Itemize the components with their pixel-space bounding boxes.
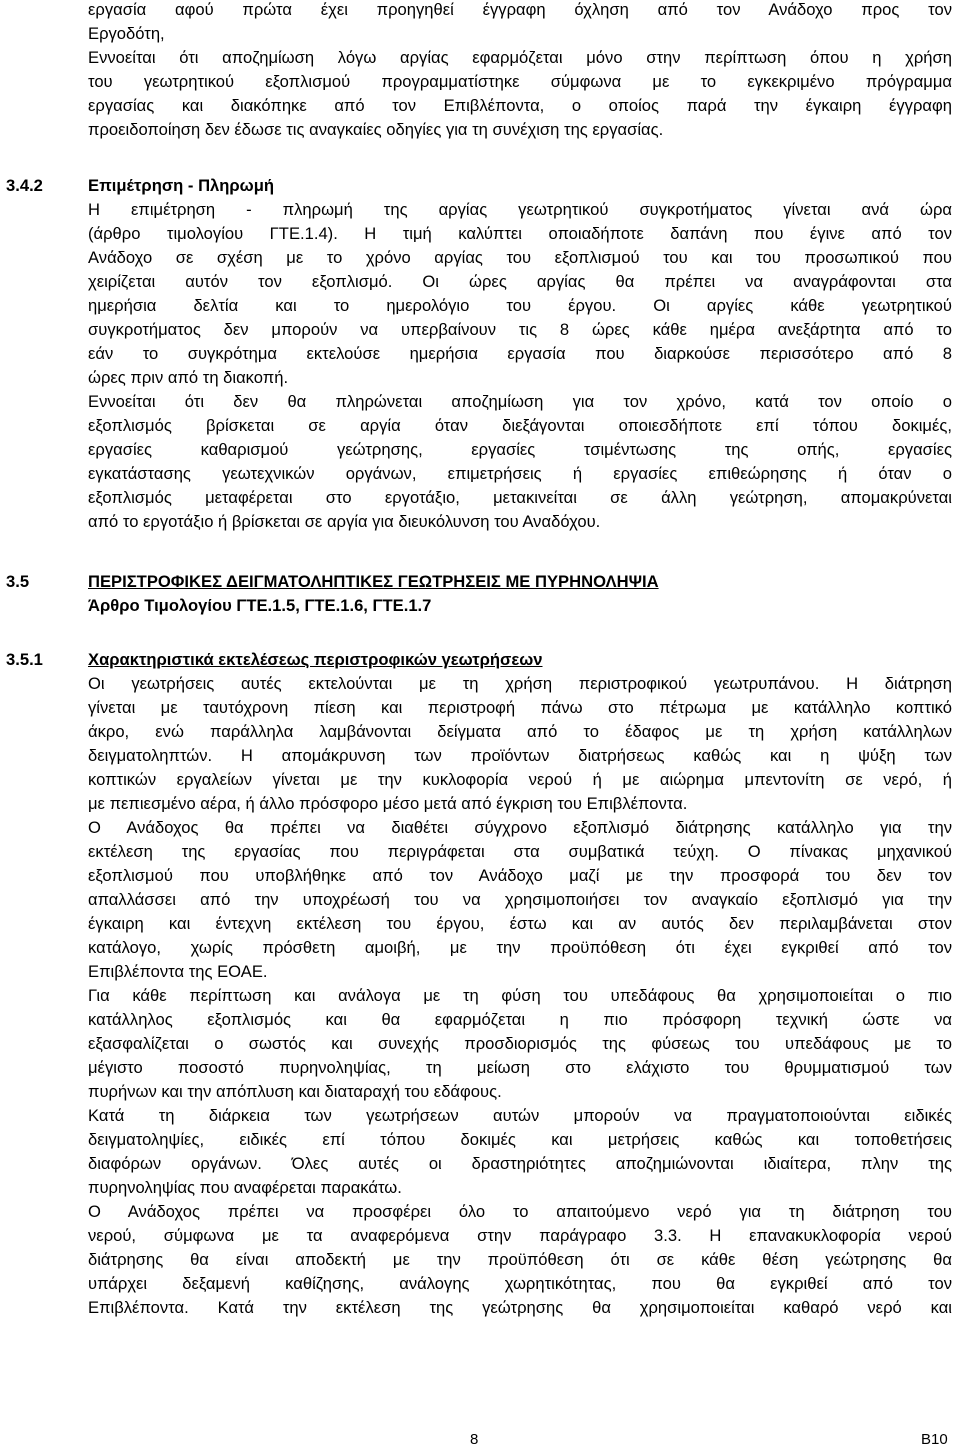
paragraph-line: υπάρχει δεξαμενή καθίζησης, ανάλογης χωρητικότητας, που θα εγκριθεί από τον	[88, 1274, 952, 1293]
section-subtitle-3-5: Άρθρο Τιμολογίου ΓΤΕ.1.5, ΓΤΕ.1.6, ΓΤΕ.1.7	[88, 596, 432, 615]
paragraph-line: ημερήσια δελτία και το ημερολόγιο του έργου. Οι αργίες κάθε γεωτρητικού	[88, 296, 952, 315]
section-number-3-5-1: 3.5.1	[6, 650, 43, 669]
paragraph-line: εργασίες καθαρισμού γεώτρησης, εργασίες τσιμέντωσης της οπής, εργασίες	[88, 440, 952, 459]
section-number-3-4-2: 3.4.2	[6, 176, 43, 195]
section-title-text: Χαρακτηριστικά εκτελέσεως περιστροφικών γεωτρήσεων	[88, 650, 543, 669]
paragraph-line: εξοπλισμός μεταφέρεται στο εργοτάξιο, μετακινείται σε άλλη γεώτρηση, απομακρύνεται	[88, 488, 952, 507]
paragraph-line: εξοπλισμού που υποβλήθηκε από τον Ανάδοχο μαζί με την προσφορά του δεν τον	[88, 866, 952, 885]
paragraph-line: Η επιμέτρηση - πληρωμή της αργίας γεωτρητικού συγκροτήματος γίνεται ανά ώρα	[88, 200, 952, 219]
paragraph-line: εάν το συγκρότημα εκτελούσε ημερήσια εργασία που διαρκούσε περισσότερο από 8	[88, 344, 952, 363]
section-title-3-5-1	[88, 648, 952, 672]
paragraph-line: με πεπιεσμένο αέρα, ή άλλο πρόσφορο μέσο μετά από έγκριση του Επιβλέποντα.	[88, 794, 688, 813]
paragraph-line: Εργοδότη,	[88, 24, 165, 43]
paragraph-line: κατάλογο, χωρίς πρόσθετη αμοιβή, με την προϋπόθεση ότι έχει εγκριθεί από τον	[88, 938, 952, 957]
paragraph-line: προειδοποίηση δεν έδωσε τις αναγκαίες οδηγίες για τη συνέχιση της εργασίας.	[88, 120, 664, 139]
paragraph-line: άκρο, ενώ παράλληλα λαμβάνονται δείγματα από το έδαφος με τη χρήση κατάλληλων	[88, 722, 952, 741]
paragraph-line: χειρίζεται αυτόν τον εξοπλισμό. Οι ώρες αργίας θα πρέπει να αναγράφονται στα	[88, 272, 952, 291]
section-title-3-5	[88, 570, 952, 594]
paragraph-line: ώρες πριν από τη διακοπή.	[88, 368, 289, 387]
paragraph-line: έγκαιρη και έντεχνη εκτέλεση του έργου, έστω και αν αυτός δεν περιλαμβάνεται στον	[88, 914, 952, 933]
paragraph-line: κατάλληλος εξοπλισμός και θα εφαρμόζεται η πιο πρόσφορη τεχνική ώστε να	[88, 1010, 952, 1029]
paragraph-line: από το εργοτάξιο ή βρίσκεται σε αργία για διευκόλυνση του Αναδόχου.	[88, 512, 601, 531]
paragraph-line: πυρηνοληψίας που αναφέρεται παρακάτω.	[88, 1178, 402, 1197]
paragraph-line: Ο Ανάδοχος θα πρέπει να διαθέτει σύγχρονο εξοπλισμό διάτρησης κατάλληλο για την	[88, 818, 952, 837]
paragraph-line: Ο Ανάδοχος πρέπει να προσφέρει όλο το απαιτούμενο νερό για τη διάτρηση του	[88, 1202, 952, 1221]
paragraph-line: εξοπλισμός βρίσκεται σε αργία όταν διεξάγονται οποιεσδήποτε επί τόπου δοκιμές,	[88, 416, 952, 435]
paragraph-line: του γεωτρητικού εξοπλισμού προγραμματίστηκε σύμφωνα με το εγκεκριμένο πρόγραμμα	[88, 72, 952, 91]
paragraph-line: (άρθρο τιμολογίου ΓΤΕ.1.4). Η τιμή καλύπτει οποιαδήποτε δαπάνη που έγινε από τον	[88, 224, 952, 243]
paragraph-line: εργασία αφού πρώτα έχει προηγηθεί έγγραφη όχληση από τον Ανάδοχο προς τον	[88, 0, 952, 19]
paragraph-line: Κατά τη διάρκεια των γεωτρήσεων αυτών μπορούν να πραγματοποιούνται ειδικές	[88, 1106, 952, 1125]
paragraph-line: δειγματοληψίες, ειδικές επί τόπου δοκιμές και μετρήσεις καθώς και τοποθετήσεις	[88, 1130, 952, 1149]
paragraph-line: Εννοείται ότι δεν θα πληρώνεται αποζημίωση για τον χρόνο, κατά τον οποίο ο	[88, 392, 952, 411]
paragraph-line: εργασίας και διακόπηκε από τον Επιβλέποντα, ο οποίος παρά την έγκαιρη έγγραφη	[88, 96, 952, 115]
paragraph-line: Επιβλέποντα της ΕΟΑΕ.	[88, 962, 268, 981]
paragraph-line: Ανάδοχο σε σχέση με το χρόνο αργίας του εξοπλισμού του και του προσωπικού που	[88, 248, 952, 267]
paragraph-line: κοπτικών εργαλείων γίνεται με την κυκλοφορία νερού ή με αιώρημα μπεντονίτη σε νερό, ή	[88, 770, 952, 789]
paragraph-line: διαφόρων οργάνων. Όλες αυτές οι δραστηριότητες αποζημιώνονται ιδιαίτερα, πλην της	[88, 1154, 952, 1173]
paragraph-line: νερού, σύμφωνα με τα αναφερόμενα στην παράγραφο 3.3. Η επανακυκλοφορία νερού	[88, 1226, 952, 1245]
paragraph-line: εξασφαλίζεται ο σωστός και συνεχής προσδιορισμός της φύσεως του υπεδάφους με το	[88, 1034, 952, 1053]
section-code: B10	[921, 1431, 948, 1448]
paragraph-line: συγκροτήματος δεν μπορούν να υπερβαίνουν τις 8 ώρες κάθε ημέρα ανεξάρτητα από το	[88, 320, 952, 339]
paragraph-line: εκτέλεση της εργασίας που περιγράφεται στα συμβατικά τεύχη. Ο πίνακας μηχανικού	[88, 842, 952, 861]
section-number-3-5: 3.5	[6, 572, 30, 591]
paragraph-line: Οι γεωτρήσεις αυτές εκτελούνται με τη χρήση περιστροφικού γεωτρυπάνου. Η διάτρηση	[88, 674, 952, 693]
paragraph-line: Εννοείται ότι αποζημίωση λόγω αργίας εφαρμόζεται μόνο στην περίπτωση όπου η χρήση	[88, 48, 952, 67]
section-title-text: ΠΕΡΙΣΤΡΟΦΙΚΕΣ ΔΕΙΓΜΑΤΟΛΗΠΤΙΚΕΣ ΓΕΩΤΡΗΣΕΙΣ ΜΕ ΠΥΡΗΝΟΛΗΨΙΑ	[88, 572, 659, 591]
paragraph-line: γίνεται με ταυτόχρονη πίεση και περιστροφή πάνω στο πέτρωμα με κατάλληλο κοπτικό	[88, 698, 952, 717]
section-title-3-4-2: Επιμέτρηση - Πληρωμή	[88, 176, 274, 195]
paragraph-line: Για κάθε περίπτωση και ανάλογα με τη φύση του υπεδάφους θα χρησιμοποιείται ο πιο	[88, 986, 952, 1005]
paragraph-line: πυρήνων και την απόπλυση και διαταραχή του εδάφους.	[88, 1082, 502, 1101]
paragraph-line: μέγιστο ποσοστό πυρηνοληψίας, τη μείωση στο ελάχιστο του θρυμματισμού των	[88, 1058, 952, 1077]
paragraph-line: δειγματοληπτών. Η απομάκρυνση των προϊόντων διατρήσεως καθώς και η ψύξη των	[88, 746, 952, 765]
paragraph-line: απαλλάσσει από την υποχρέωσή του να χρησιμοποιήσει τον αναγκαίο εξοπλισμό για την	[88, 890, 952, 909]
paragraph-line: Επιβλέποντα. Κατά την εκτέλεση της γεώτρησης θα χρησιμοποιείται καθαρό νερό και	[88, 1298, 952, 1317]
page-number: 8	[470, 1431, 479, 1448]
paragraph-line: εγκατάστασης γεωτεχνικών οργάνων, επιμετρήσεις ή εργασίες επιθεώρησης ή όταν ο	[88, 464, 952, 483]
paragraph-line: διάτρησης θα είναι αποδεκτή με την προϋπόθεση ότι σε κάθε θέση γεώτρησης θα	[88, 1250, 952, 1269]
